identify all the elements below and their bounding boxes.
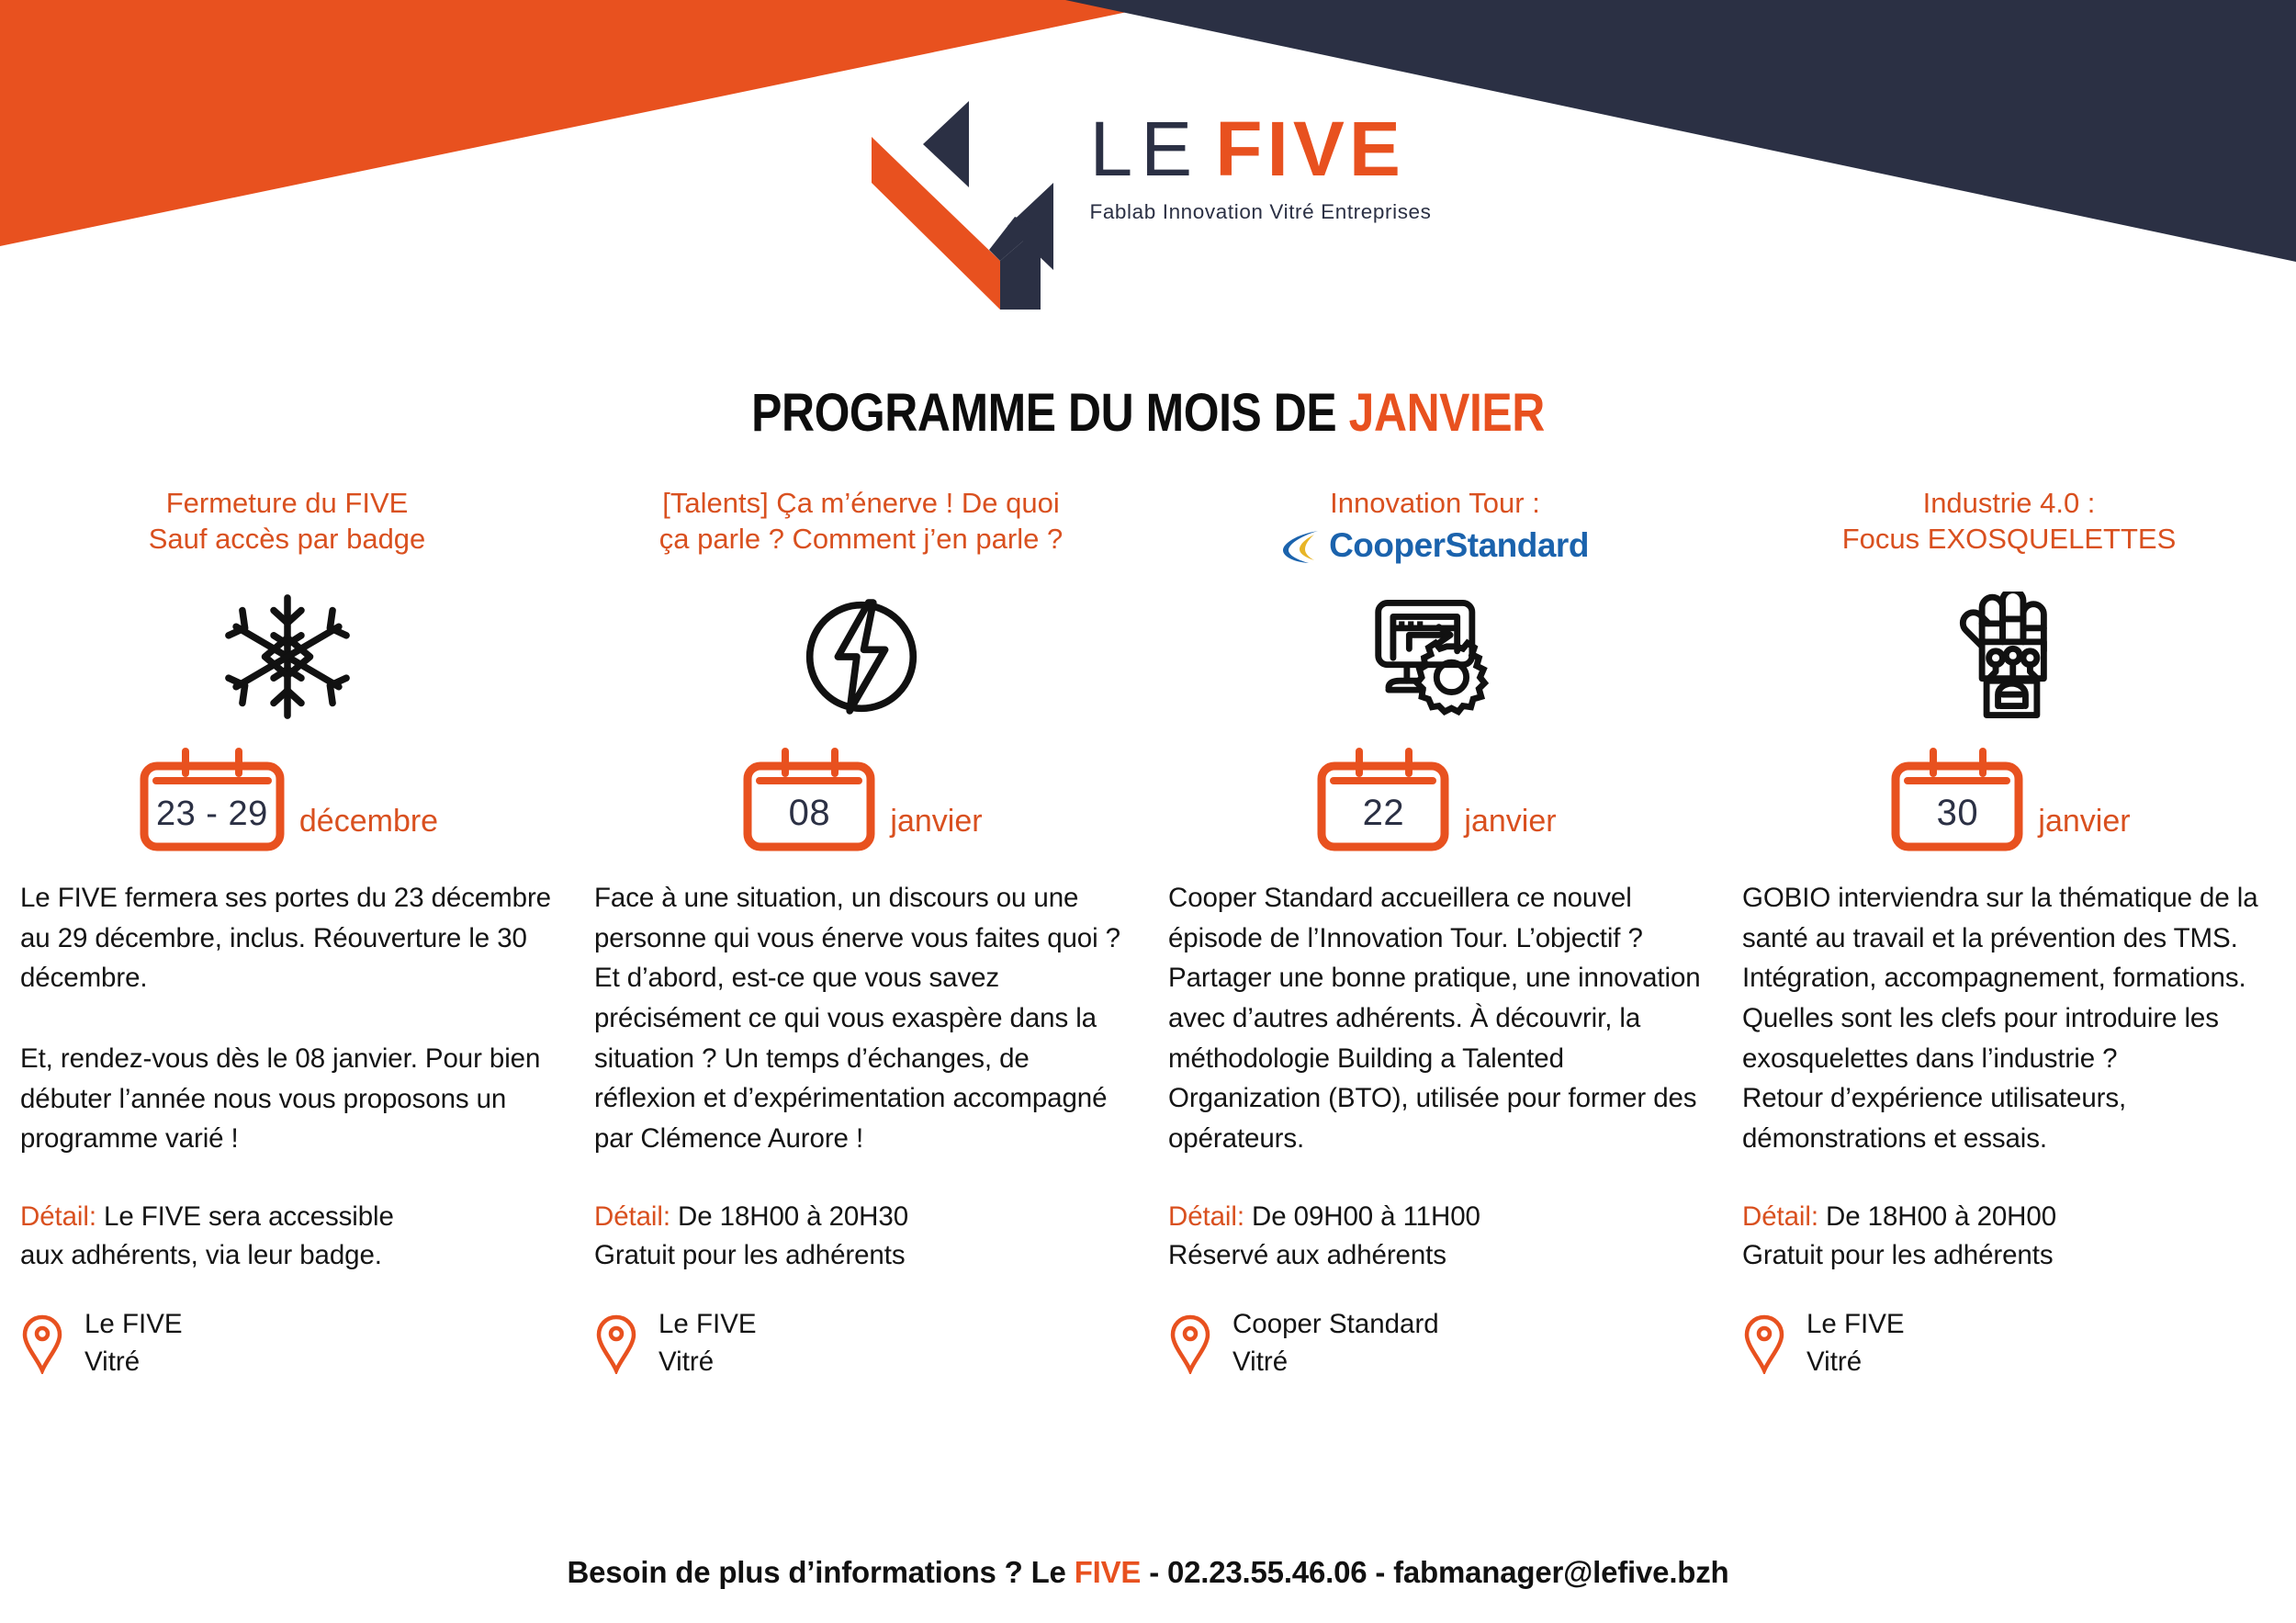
location-name: Le FIVE [1806,1308,1905,1339]
column-heading-line1: Innovation Tour : [1330,487,1540,519]
detail-label: Détail: [20,1200,96,1232]
date-month: janvier [1464,804,1557,839]
detail-line-1: Le FIVE sera accessible [104,1200,394,1232]
location-city: Vitré [84,1346,141,1377]
date-month: janvier [890,804,983,839]
location-texts [1232,1306,1439,1381]
date-number: 08 [788,793,831,833]
detail-line-2: Gratuit pour les adhérents [1742,1239,2054,1270]
calendar-icon [1887,746,2027,854]
calendar-icon [1313,746,1453,854]
location-block [20,1306,554,1381]
logo-tagline: Fablab Innovation Vitré Entreprises [1089,200,1432,223]
page-title-accent: JANVIER [1348,383,1545,443]
page-title [161,382,2135,444]
column-heading [20,485,554,569]
location-pin-icon [20,1313,64,1374]
column-heading-line2: Focus EXOSQUELETTES [1841,523,2177,556]
detail-block [1742,1198,2276,1275]
program-column-industrie-40 [1722,485,2296,1381]
detail-line-2: aux adhérents, via leur badge. [20,1240,382,1271]
page-title-main: PROGRAMME DU MOIS DE [751,383,1337,443]
location-name: Le FIVE [84,1309,183,1340]
program-column-fermeture [0,485,574,1381]
monitor-gear-icon [1372,596,1499,717]
column-heading-line2: ça parle ? Comment j’en parle ? [658,523,1064,556]
calendar-icon [739,746,879,854]
detail-label: Détail: [594,1200,670,1232]
detail-block [594,1198,1128,1275]
date-badge [594,744,1128,854]
date-badge [1168,744,1702,854]
lightning-bolt-circle-icon [803,598,920,716]
location-block [594,1306,1128,1381]
body-paragraph: GOBIO interviendra sur la thématique de la santé au travail et la prévention des TMS. Intégration, accompagnement, formations. Quelles sont les clefs pour introduire les exosquelettes dans l’industrie ? [1742,883,2258,1074]
column-heading [1742,485,2276,569]
detail-label: Détail: [1742,1200,1818,1232]
location-block [1742,1306,2276,1381]
body-paragraph: Le FIVE fermera ses portes du 23 décembre au 29 décembre, inclus. Réouverture le 30 décembre. [20,883,551,994]
footer-contact [0,1555,2296,1590]
column-heading-line1: [Talents] Ça m’énerve ! De quoi [662,487,1060,519]
brand-logo [0,81,2296,311]
date-month: décembre [298,804,439,839]
le-five-logomark-icon [861,86,1058,311]
location-block [1168,1306,1702,1381]
cooper-standard-wordmark: CooperStandard [1329,526,1589,565]
column-heading [594,485,1128,569]
logo-word-five: FIVE [1215,106,1405,192]
column-icon-slot [1742,569,2276,744]
column-icon-slot [20,569,554,744]
body-paragraph: Retour d’expérience utilisateurs, démonstrations et essais. [1742,1083,2127,1154]
body-paragraph: Et, rendez-vous dès le 08 janvier. Pour bien débuter l’année nous vous proposons un programme varié ! [20,1043,541,1155]
program-column-innovation-tour [1148,485,1722,1381]
date-badge [20,744,554,854]
column-icon-slot [594,569,1128,744]
location-city: Vitré [1806,1346,1863,1377]
date-number: 23 - 29 [155,795,268,833]
location-name: Cooper Standard [1232,1308,1439,1339]
date-number: 22 [1362,793,1405,833]
column-heading [1168,485,1702,569]
logo-word-le: LE [1089,106,1201,192]
location-city: Vitré [1232,1346,1289,1377]
program-columns [0,485,2296,1381]
location-texts [1806,1306,1905,1381]
location-pin-icon [1742,1313,1786,1374]
column-body [20,878,554,1159]
date-number: 30 [1936,793,1979,833]
cooper-standard-swoosh-icon [1281,527,1323,566]
column-body [1742,878,2276,1159]
column-heading-line1: Fermeture du FIVE [165,487,409,519]
detail-line-1: De 18H00 à 20H30 [678,1200,908,1232]
program-column-talents [574,485,1148,1381]
column-heading-line2: Sauf accès par badge [148,523,426,556]
location-pin-icon [594,1313,638,1374]
location-pin-icon [1168,1313,1212,1374]
detail-block [1168,1198,1702,1275]
logo-wordmark [1089,106,1435,192]
column-icon-slot [1168,569,1702,744]
footer-prefix: Besoin de plus d’informations ? Le [567,1555,1075,1589]
calendar-icon [136,746,288,854]
detail-line-2: Réservé aux adhérents [1168,1239,1446,1270]
detail-line-2: Gratuit pour les adhérents [594,1239,906,1270]
detail-line-1: De 09H00 à 11H00 [1252,1200,1480,1232]
location-name: Le FIVE [658,1308,757,1339]
detail-block [20,1198,554,1275]
footer-suffix: - 02.23.55.46.06 - fabmanager@lefive.bzh [1141,1555,1729,1589]
column-body [594,878,1128,1159]
detail-label: Détail: [1168,1200,1244,1232]
snowflake-icon [223,588,352,726]
cooper-standard-logo [1168,524,1702,568]
footer-accent: FIVE [1074,1555,1142,1589]
date-month: janvier [2038,804,2131,839]
column-body [1168,878,1702,1159]
detail-line-1: De 18H00 à 20H00 [1826,1200,2056,1232]
column-heading-line1: Industrie 4.0 : [1922,487,2096,519]
location-city: Vitré [658,1346,715,1377]
body-paragraph: Cooper Standard accueillera ce nouvel épisode de l’Innovation Tour. L’objectif ? Partager une bonne pratique, une innovation avec d’autres adhérents. À découvrir, la méthodologie Building a Talented Organization (BTO), utilisée pour former des opérateurs. [1168,883,1701,1154]
date-badge [1742,744,2276,854]
robotic-hand-icon [1954,592,2065,722]
body-paragraph: Face à une situation, un discours ou une personne qui vous énerve vous faites quoi ? Et d’abord, est-ce que vous savez précisément ce qui vous exaspère dans la situation ? Un temps d’échanges, de réflexion et d’expérimentation accompagné par Clémence Aurore ! [594,883,1120,1154]
location-texts [84,1306,183,1381]
location-texts [658,1306,757,1381]
